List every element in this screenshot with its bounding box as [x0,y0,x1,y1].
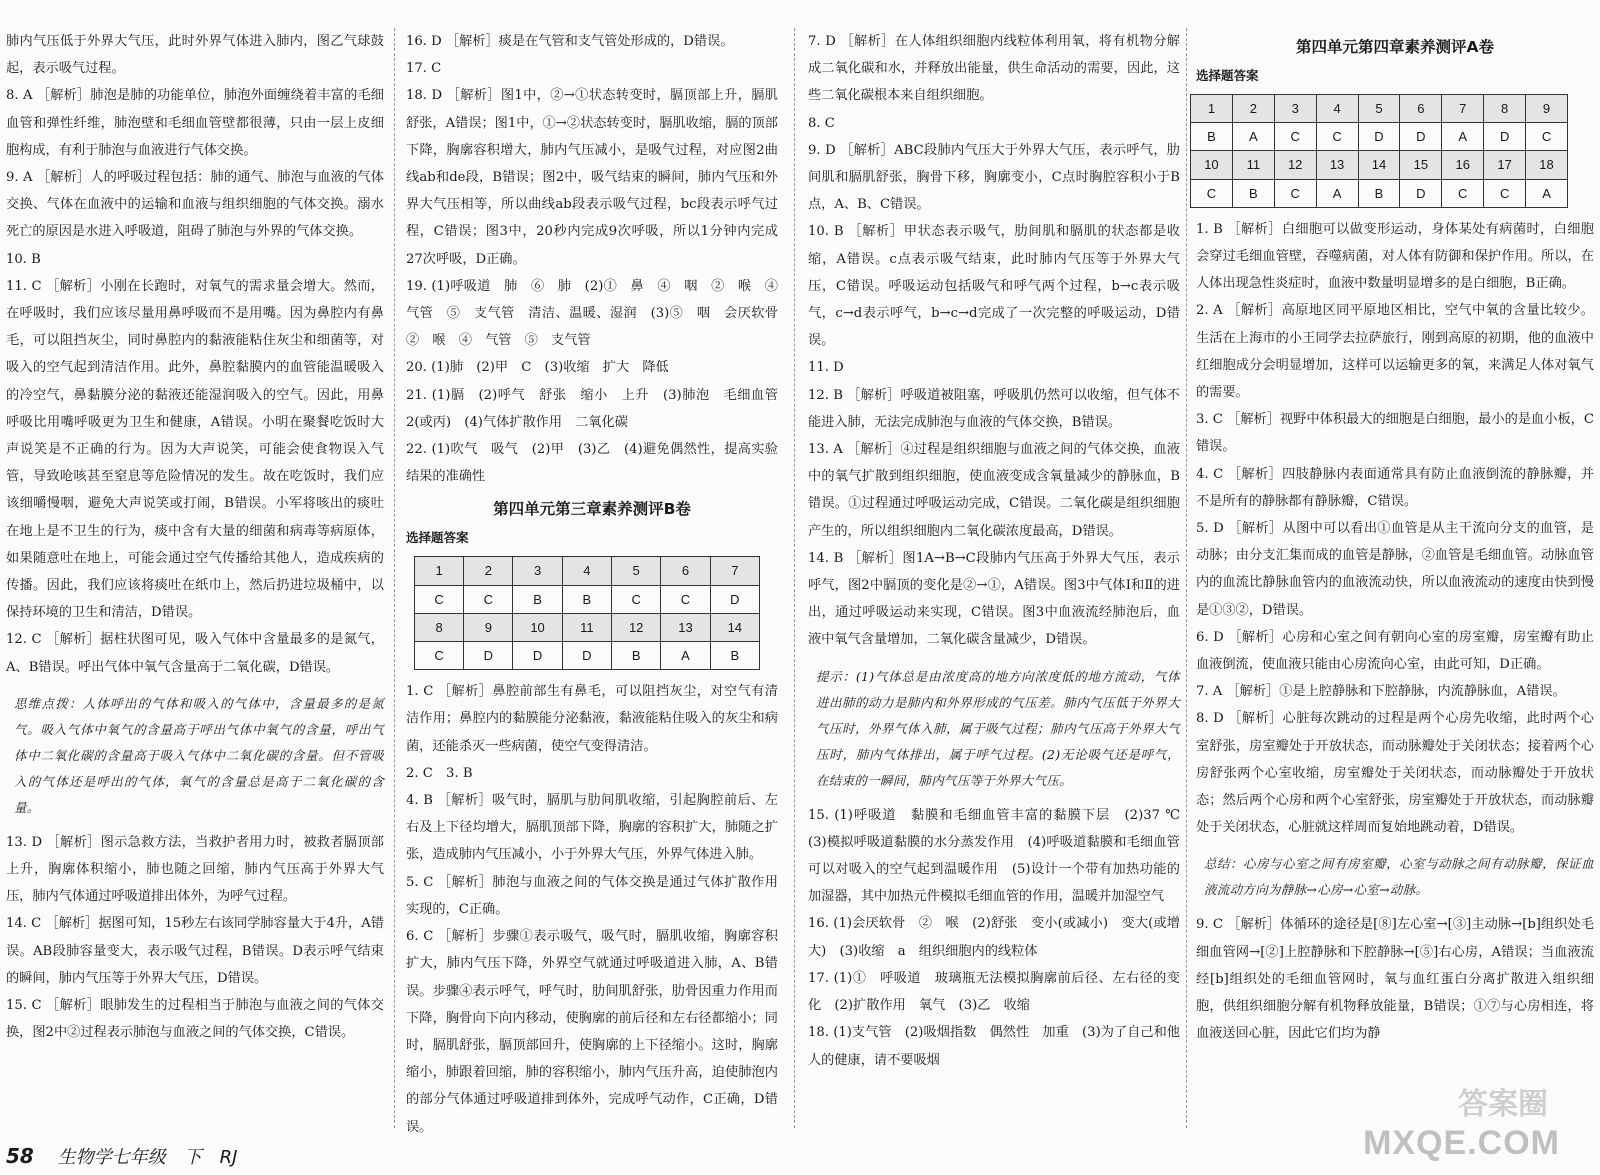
answer-cell: D [513,642,562,670]
answer-item: 1. B ［解析］白细胞可以做变形运动，身体某处有病菌时，白细胞会穿过毛细血管壁，吞噬病菌，对人体有防御和保护作用。所以，在人体出现急性炎症时，血液中数量明显增多的是白细胞，B正确。 [1196,221,1594,292]
question-number: 3 [513,557,562,585]
answer-item: 17. C [406,61,442,77]
answer-item: 13. D ［解析］图示急救方法，当救护者用力时，被救者膈顶部上升，胸廓体积缩小，肺也随之回缩，肺内气压高于外界大气压，肺内气体通过呼吸道排出体外，为呼气过程。 [6,834,384,905]
answer-item: 22. (1)吹气 吸气 (2)甲 (3)乙 (4)避免偶然性，提高实验结果的准确性 [406,442,778,485]
answer-cell: A [1442,123,1484,151]
question-number: 13 [661,613,710,641]
answer-item: 5. C ［解析］肺泡与血液之间的气体交换是通过气体扩散作用实现的，C正确。 [406,874,778,917]
question-number: 15 [1400,151,1442,179]
watermark-text: MXQE.COM [1363,1124,1560,1162]
answer-item: 7. A ［解析］①是上腔静脉和下腔静脉，内流静脉血，A错误。 [1196,684,1566,700]
page-footer [6,1143,237,1169]
question-number: 1 [1191,95,1233,123]
answer-item: 8. A ［解析］肺泡是肺的功能单位，肺泡外面缠绕着丰富的毛细血管和弹性纤维，肺泡壁和毛细血管壁都很薄，只由一层上皮细胞构成，有利于肺泡与血液进行气体交换。 [6,88,384,158]
question-number: 10 [513,613,562,641]
answer-cell: C [1274,179,1316,207]
answer-item: 15. (1)呼吸道 黏膜和毛细血管丰富的黏膜下层 (2)37 ℃ (3)模拟呼吸道黏膜的水分蒸发作用 (4)呼吸道黏膜和毛细血管可以对吸入的空气起到温暖作用 (5)设计一个带有加热功能的加湿器，其中加热元件模拟毛细血管的作用，温暖并加湿空气 [808,807,1194,905]
answer-item: 9. C ［解析］体循环的途径是[⑧]左心室→[③]主动脉→[b]组织处毛细血管网→[②]上腔静脉和下腔静脉→[⑤]右心房，A错误；当血液流经[b]组织处的毛细血管网时，氧与血红蛋白分离扩散进入组织细胞，供组织细胞分解有机物释放能量，B错误；①⑦与心房相连，将血液送回心脏，因此它们均为静 [1196,917,1594,1042]
question-number: 12 [1274,151,1316,179]
answer-cell: D [1400,123,1442,151]
question-number: 11 [1232,151,1274,179]
answer-cell: B [562,585,611,613]
answer-item: 18. D ［解析］图1中，②→①状态转变时，膈顶部上升，膈肌舒张，A错误；图1中，①→②状态转变时，膈肌收缩，膈的顶部下降，胸廓容积增大，肺内气压减小，是吸气过程，对应图2曲线ab和de段，B错误；图2中，吸气结束的瞬间，肺内气压和外界大气压相等，所以曲线ab段表示吸气过程，bc段表示呼气过程，C错误；图3中，20秒内完成9次呼吸，所以1分钟内完成27次呼吸，D正确。 [406,88,778,267]
answer-item: 肺内气压低于外界大气压，此时外界气体进入肺内，图乙气球鼓起，表示吸气过程。 [6,34,384,77]
answer-item: 10. B [6,251,41,267]
answers-label: 选择题答案 [406,530,469,546]
answer-table-b [414,556,760,670]
answer-item: 3. C ［解析］视野中体积最大的细胞是白细胞，最小的是血小板，C错误。 [1196,412,1594,455]
question-number: 8 [415,613,464,641]
question-number: 8 [1484,95,1526,123]
answer-item: 1. C ［解析］鼻腔前部生有鼻毛，可以阻挡灰尘，对空气有清洁作用；鼻腔内的黏膜能分泌黏液，黏液能粘住吸入的灰尘和病菌，还能杀灭一些病菌，使空气变得清洁。 [406,684,778,754]
question-number: 2 [1232,95,1274,123]
answer-item: 4. C ［解析］四肢静脉内表面通常具有防止血液倒流的静脉瓣，并不是所有的静脉都有静脉瓣，C错误。 [1196,466,1594,509]
answer-item: 19. (1)呼吸道 肺 ⑥ 肺 (2)① 鼻 ④ 咽 ② 喉 ④ 气管 ⑤ 支气管 清洁、温暖、湿润 (3)⑤ 咽 会厌软骨 ② 喉 ④ 气管 ⑤ 支气管 [406,278,792,349]
page-number: 58 [6,1144,34,1168]
column-2 [406,28,792,1141]
question-number: 6 [1400,95,1442,123]
book-title: 生物学七年级 下 RJ [57,1147,238,1168]
question-number: 7 [710,557,759,585]
answer-cell: C [1526,123,1568,151]
answer-cell: B [1232,179,1274,207]
answer-item: 8. D ［解析］心脏每次跳动的过程是两个心房先收缩，此时两个心室舒张，房室瓣处于开放状态，而动脉瓣处于关闭状态；接着两个心房舒张两个心室收缩，房室瓣处于关闭状态，而动脉瓣处于开放状态；然后两个心房和两个心室舒张，房室瓣处于开放状态，而动脉瓣处于关闭状态，心脏就这样周而复始地跳动着，D错误。 [1196,711,1594,836]
answer-cell: C [612,585,661,613]
answer-cell: C [415,642,464,670]
hint-note: 提示：(1)气体总是由浓度高的地方向浓度低的地方流动，气体进出肺的动力是肺内和外界形成的气压差。肺内气压低于外界大气压时，外界气体入肺，属于吸气过程；肺内气压高于外界大气压时，肺内气体排出，属于呼气过程。(2)无论吸气还是呼气，在结束的一瞬间，肺内气压等于外界大气压。 [816,668,1180,788]
question-number: 9 [1526,95,1568,123]
column-1 [6,28,384,1047]
answer-item: 9. A ［解析］人的呼吸过程包括：肺的通气、肺泡与血液的气体交换、气体在血液中的运输和血液与组织细胞的气体交换。溺水死亡的原因是水进入呼吸道，阻碍了肺泡与外界的气体交换。 [6,170,384,240]
answer-item: 13. A ［解析］④过程是组织细胞与血液之间的气体交换，血液中的氧气扩散到组织细胞，使血液变成含氧量减少的静脉血，B错误。①过程通过呼吸运动完成，C错误。二氧化碳是组织细胞产生的，所以组织细胞内二氧化碳浓度最高，D错误。 [808,442,1180,539]
column-divider [794,28,795,1128]
answer-item: 6. D ［解析］心房和心室之间有朝向心室的房室瓣，房室瓣有助止血液倒流，使血液只能由心房流向心室，由此可知，D正确。 [1196,629,1594,673]
question-number: 10 [1191,151,1233,179]
answer-item: 12. C ［解析］据柱状图可见，吸入气体中含量最多的是氮气，A、B错误。呼出气体中氧气含量高于二氧化碳，D错误。 [6,632,384,675]
answer-item: 5. D ［解析］从图中可以看出①血管是从主干流向分支的血管，是动脉；由分支汇集而成的血管是静脉，②血管是毛细血管。动脉血管内的血流比静脉血管内的血液流动快，所以血液流动的速度由快到慢是①③②，D错误。 [1196,521,1594,618]
answer-cell: D [464,642,513,670]
question-number: 12 [612,613,661,641]
question-number: 1 [415,557,464,585]
answers-label: 选择题答案 [1196,68,1259,83]
answer-item: 4. B ［解析］吸气时，膈肌与肋间肌收缩，引起胸腔前后、左右及上下径均增大，膈肌顶部下降，胸廓的容积扩大，肺随之扩张，造成肺内气压减小，小于外界大气压，外界气体进入肺。 [406,793,778,863]
question-number: 2 [464,557,513,585]
question-number: 3 [1274,95,1316,123]
question-number: 18 [1526,151,1568,179]
answer-item: 15. C ［解析］眼肺发生的过程相当于肺泡与血液之间的气体交换，图2中②过程表示肺泡与血液之间的气体交换，C错误。 [6,998,384,1041]
answer-item: 16. D ［解析］痰是在气管和支气管处形成的，D错误。 [406,34,734,49]
answer-cell: C [1316,123,1358,151]
answer-item: 18. (1)支气管 (2)吸烟指数 偶然性 加重 (3)为了自己和他人的健康，请不要吸烟 [808,1025,1180,1068]
answer-item: 17. (1)① 呼吸道 玻璃瓶无法模拟胸廓前后径、左右径的变化 (2)扩散作用 氧气 (3)乙 收缩 [808,970,1180,1014]
answer-cell: C [661,585,710,613]
answer-cell: A [661,642,710,670]
answer-cell: D [710,585,759,613]
question-number: 9 [464,613,513,641]
question-number: 16 [1442,151,1484,179]
answer-cell: D [1484,123,1526,151]
answer-cell: B [1358,179,1400,207]
answer-cell: A [1232,123,1274,151]
answer-cell: B [513,585,562,613]
question-number: 17 [1484,151,1526,179]
answer-item: 14. B ［解析］图1A→B→C段肺内气压高于外界大气压，表示呼气，图2中膈顶的变化是②→①，A错误。图3中气体Ⅰ和Ⅱ的进出，通过呼吸运动来实现，C错误。图3中血液流经肺泡后，血液中氧气含量增加，二氧化碳含量减少，D错误。 [808,550,1180,648]
answer-cell: A [1526,179,1568,207]
answer-item: 21. (1)膈 (2)呼气 舒张 缩小 上升 (3)肺泡 毛细血管 2(或丙) (4)气体扩散作用 二氧化碳 [406,387,792,430]
question-number: 5 [1358,95,1400,123]
question-number: 6 [661,557,710,585]
question-number: 4 [1316,95,1358,123]
answer-item: 11. C ［解析］小刚在长跑时，对氧气的需求量会增大。然而，在呼吸时，我们应该尽量用鼻呼吸而不是用嘴。因为鼻腔内有鼻毛，可以阻挡灰尘，同时鼻腔内的黏液能粘住灰尘和细菌等，对吸入的空气起到清洁作用。此外，鼻腔黏膜内的血管能温暖吸入的冷空气，鼻黏膜分泌的黏液还能湿润吸入的空气。因此，用鼻呼吸比用嘴呼吸更为卫生和健康，A错误。小明在聚餐吃饭时大声说笑是不正确的行为。因为大声说笑，可能会使食物误入气管，导致呛咳甚至窒息等危险情况的发生。故在吃饭时，我们应该细嚼慢咽，避免大声说笑或打闹，B错误。小军将咳出的痰吐在地上是不卫生的行为，痰中含有大量的细菌和病毒等病原体，如果随意吐在地上，可能会通过空气传播给其他人，造成疾病的传播。因此，我们应该将痰吐在纸巾上，然后扔进垃圾桶中，以保持环境的卫生和清洁，D错误。 [6,278,384,621]
answer-item: 11. D [808,360,844,376]
question-number: 4 [562,557,611,585]
answer-item: 9. D ［解析］ABC段肺内气压大于外界大气压，表示呼气，肋间肌和膈肌舒张，胸骨下移，胸廓变小，C点时胸腔容积小于B点，A、B、C错误。 [808,142,1180,213]
answer-cell: C [1274,123,1316,151]
answer-cell: D [1358,123,1400,151]
section-title-a: 第四单元第四章素养测评A卷 [1296,38,1494,56]
answer-item: 2. A ［解析］高原地区同平原地区相比，空气中氧的含量比较少。生活在上海市的小王同学去拉萨旅行，刚到高原的初期，他的血液中红细胞成分会明显增加，这样可以运输更多的氧，来满足人体对氧气的需要。 [1196,303,1594,401]
thinking-tip-note: 思维点拨：人体呼出的气体和吸入的气体中，含量最多的是氮气。吸入气体中氧气的含量高于呼出气体中氧气的含量，呼出气体中二氧化碳的含量高于吸入气体中二氧化碳的含量。但不管吸入的气体还是呼出的气体，氧气的含量总是高于二氧化碳的含量。 [14,695,384,815]
question-number: 14 [1358,151,1400,179]
answer-cell: C [415,585,464,613]
question-number: 13 [1316,151,1358,179]
summary-note: 总结：心房与心室之间有房室瓣，心室与动脉之间有动脉瓣，保证血液流动方向为静脉→心房→心室→动脉。 [1204,856,1594,898]
answer-cell: C [464,585,513,613]
question-number: 7 [1442,95,1484,123]
answer-item: 12. B ［解析］呼吸道被阻塞，呼吸肌仍然可以收缩，但气体不能进入肺，无法完成肺泡与血液的气体交换，B错误。 [808,387,1180,430]
question-number: 5 [612,557,661,585]
answer-cell: B [1191,123,1233,151]
answer-cell: D [562,642,611,670]
section-title-b: 第四单元第三章素养测评B卷 [493,500,691,519]
answer-item: 14. C ［解析］据图可知，15秒左右该同学肺容量大于4升，A错误。AB段肺容量变大，表示吸气过程，B错误。D表示呼气结束的瞬间，肺内气压等于外界大气压，D错误。 [6,916,384,986]
answer-item: 10. B ［解析］甲状态表示吸气，肋间肌和膈肌的状态都是收缩，A错误。c点表示吸气结束，此时肺内气压等于外界大气压，C错误。呼吸运动包括吸气和呼气两个过程，b→c表示吸气，c→d表示呼气，b→c→d完成了一次完整的呼吸运动，D错误。 [808,224,1180,349]
column-divider [394,28,395,1128]
column-divider [1186,28,1187,1128]
answer-item: 16. (1)会厌软骨 ② 喉 (2)舒张 变小(或减小) 变大(或增大) (3)收缩 a 组织细胞内的线粒体 [808,916,1180,959]
answer-cell: B [612,642,661,670]
answer-cell: A [1316,179,1358,207]
watermark-logo: 答案圈 [1458,1087,1548,1122]
column-4 [1196,28,1594,1048]
answer-cell: C [1191,179,1233,207]
answer-cell: B [710,642,759,670]
answer-cell: D [1400,179,1442,207]
answer-cell: C [1442,179,1484,207]
question-number: 14 [710,613,759,641]
answer-table-a [1190,94,1568,208]
question-number: 11 [562,613,611,641]
answer-item: 7. D ［解析］在人体组织细胞内线粒体利用氧，将有机物分解成二氧化碳和水，并释放出能量，供生命活动的需要，因此，这些二氧化碳根本来自组织细胞。 [808,34,1180,104]
answer-item: 2. C 3. B [406,765,473,781]
column-3 [808,28,1194,1074]
answer-item: 6. C ［解析］步骤①表示吸气，吸气时，膈肌收缩，胸廓容积扩大，肺内气压下降，外界空气就通过呼吸道进入肺，A、B错误。步骤④表示呼气，呼气时，肋间肌舒张，肋骨因重力作用而下降，胸骨向下向内移动，使胸廓的前后径和左右径都缩小；同时，膈肌舒张，膈顶部回升，使胸廓的上下径缩小。这时，胸廓缩小，肺跟着回缩，肺的容积缩小，肺内气压升高，迫使肺泡内的部分气体通过呼吸道排到体外，完成呼气动作，C正确，D错误。 [406,929,778,1135]
answer-item: 20. (1)肺 (2)甲 C (3)收缩 扩大 降低 [406,360,669,376]
answer-cell: C [1484,179,1526,207]
answer-item: 8. C [808,115,835,131]
